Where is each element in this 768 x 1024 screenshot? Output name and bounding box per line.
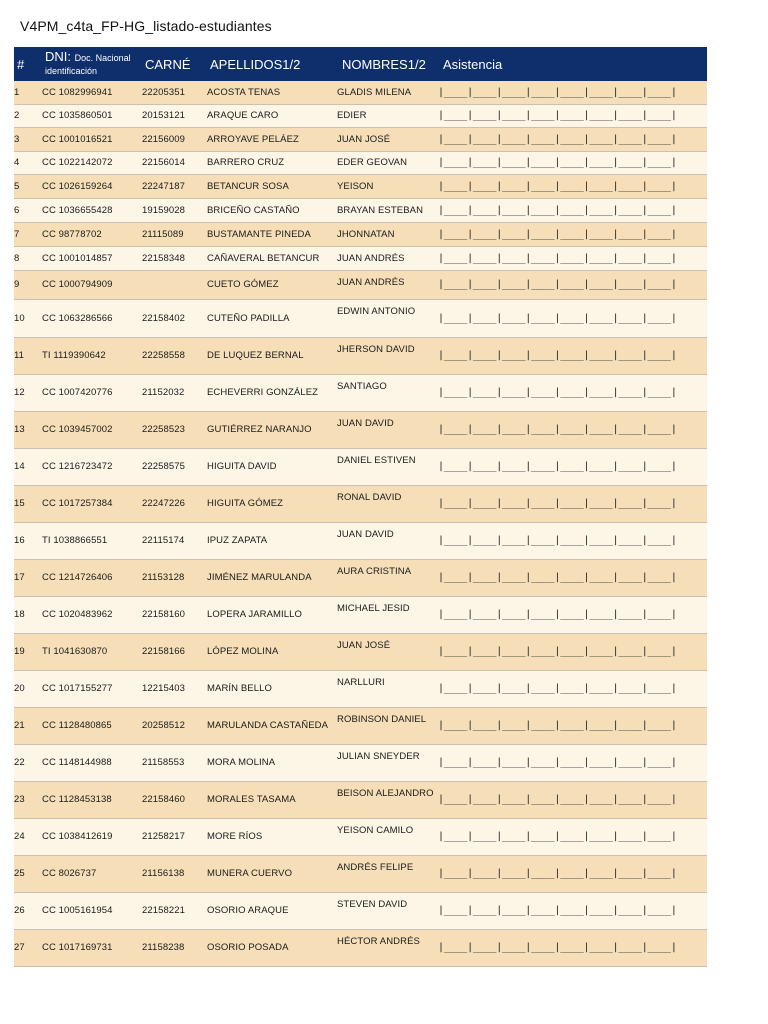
- attendance-line: |____|____|____|____|____|____|____|____|: [438, 683, 677, 694]
- row-attendance-boxes[interactable]: [438, 670, 707, 707]
- row-nombres: NARLLURI: [337, 670, 438, 707]
- row-apellidos: DE LUQUEZ BERNAL: [207, 337, 337, 374]
- row-dni: CC 1038412619: [42, 818, 142, 855]
- row-carne: 21156138: [142, 855, 207, 892]
- attendance-line: |____|____|____|____|____|____|____|____|: [438, 498, 677, 509]
- row-attendance-boxes[interactable]: [438, 198, 707, 222]
- attendance-line: |____|____|____|____|____|____|____|____|: [438, 831, 677, 842]
- row-dni: CC 1214726406: [42, 559, 142, 596]
- table-row: [14, 781, 707, 818]
- header-dni-sub2: identificación: [45, 66, 98, 76]
- row-dni: CC 1001016521: [42, 127, 142, 151]
- row-apellidos: MORALES TASAMA: [207, 781, 337, 818]
- row-attendance-boxes[interactable]: [438, 596, 707, 633]
- row-nombres: STEVEN DAVID: [337, 892, 438, 929]
- row-number: 25: [14, 855, 42, 892]
- row-attendance-boxes[interactable]: [438, 707, 707, 744]
- attendance-line: |____|____|____|____|____|____|____|____|: [438, 180, 677, 192]
- row-apellidos: ARAQUE CARO: [207, 104, 337, 127]
- row-carne: 20258512: [142, 707, 207, 744]
- row-attendance-boxes[interactable]: [438, 104, 707, 127]
- attendance-line: |____|____|____|____|____|____|____|____|: [438, 279, 677, 290]
- row-number: 17: [14, 559, 42, 596]
- row-dni: TI 1041630870: [42, 633, 142, 670]
- row-nombres: JHONNATAN: [337, 222, 438, 246]
- attendance-line: |____|____|____|____|____|____|____|____|: [438, 86, 677, 98]
- row-number: 20: [14, 670, 42, 707]
- row-apellidos: CUETO GÓMEZ: [207, 270, 337, 299]
- attendance-line: |____|____|____|____|____|____|____|____|: [438, 794, 677, 805]
- attendance-line: |____|____|____|____|____|____|____|____|: [438, 387, 677, 398]
- row-carne: 22158402: [142, 299, 207, 337]
- row-dni: CC 1036655428: [42, 198, 142, 222]
- row-nombres: EDIER: [337, 104, 438, 127]
- attendance-line: |____|____|____|____|____|____|____|____|: [438, 757, 677, 768]
- table-row: [14, 744, 707, 781]
- row-nombres: JUAN DAVID: [337, 522, 438, 559]
- row-dni: CC 1005161954: [42, 892, 142, 929]
- row-carne: 21115089: [142, 222, 207, 246]
- row-dni: CC 1017169731: [42, 929, 142, 966]
- row-carne: 22247226: [142, 485, 207, 522]
- row-number: 15: [14, 485, 42, 522]
- row-apellidos: MUNERA CUERVO: [207, 855, 337, 892]
- header-dni: [42, 47, 142, 81]
- row-carne: 22158460: [142, 781, 207, 818]
- row-attendance-boxes[interactable]: [438, 127, 707, 151]
- row-nombres: JUAN JOSÉ: [337, 127, 438, 151]
- attendance-line: |____|____|____|____|____|____|____|____|: [438, 312, 677, 324]
- row-dni: CC 1063286566: [42, 299, 142, 337]
- row-apellidos: BRICEÑO CASTAÑO: [207, 198, 337, 222]
- row-dni: CC 1128480865: [42, 707, 142, 744]
- table-row: [14, 522, 707, 559]
- row-nombres: JUAN ANDRÉS: [337, 270, 438, 299]
- attendance-line: |____|____|____|____|____|____|____|____|: [438, 350, 677, 361]
- header-num: #: [14, 47, 42, 81]
- attendance-line: |____|____|____|____|____|____|____|____|: [438, 133, 677, 145]
- row-number: 8: [14, 246, 42, 270]
- row-attendance-boxes[interactable]: [438, 744, 707, 781]
- row-number: 19: [14, 633, 42, 670]
- row-attendance-boxes[interactable]: [438, 522, 707, 559]
- row-nombres: BEISON ALEJANDRO: [337, 781, 438, 818]
- row-apellidos: GUTIÉRREZ NARANJO: [207, 411, 337, 448]
- row-number: 10: [14, 299, 42, 337]
- row-carne: 22158348: [142, 246, 207, 270]
- row-number: 12: [14, 374, 42, 411]
- row-dni: CC 1035860501: [42, 104, 142, 127]
- row-attendance-boxes[interactable]: [438, 781, 707, 818]
- table-row: [14, 299, 707, 337]
- row-dni: CC 1000794909: [42, 270, 142, 299]
- row-nombres: JULIAN SNEYDER: [337, 744, 438, 781]
- table-row: [14, 411, 707, 448]
- student-roster-table: [14, 47, 707, 967]
- row-dni: CC 1017257384: [42, 485, 142, 522]
- row-dni: CC 1128453138: [42, 781, 142, 818]
- attendance-line: |____|____|____|____|____|____|____|____|: [438, 942, 677, 953]
- row-attendance-boxes[interactable]: [438, 222, 707, 246]
- table-row: [14, 127, 707, 151]
- row-apellidos: OSORIO POSADA: [207, 929, 337, 966]
- attendance-line: |____|____|____|____|____|____|____|____|: [438, 424, 677, 435]
- row-nombres: MICHAEL JESID: [337, 596, 438, 633]
- row-attendance-boxes[interactable]: [438, 448, 707, 485]
- row-carne: 22158160: [142, 596, 207, 633]
- attendance-line: |____|____|____|____|____|____|____|____|: [438, 868, 677, 879]
- row-apellidos: OSORIO ARAQUE: [207, 892, 337, 929]
- row-carne: 21258217: [142, 818, 207, 855]
- row-number: 26: [14, 892, 42, 929]
- row-apellidos: BARRERO CRUZ: [207, 151, 337, 174]
- row-attendance-boxes[interactable]: [438, 892, 707, 929]
- row-dni: CC 1007420776: [42, 374, 142, 411]
- row-nombres: HÉCTOR ANDRÉS: [337, 929, 438, 966]
- header-nombres: NOMBRES1/2: [337, 47, 438, 81]
- row-apellidos: LÓPEZ MOLINA: [207, 633, 337, 670]
- table-row: [14, 633, 707, 670]
- table-row: [14, 929, 707, 966]
- row-carne: 21158553: [142, 744, 207, 781]
- table-row: [14, 174, 707, 198]
- row-carne: 22115174: [142, 522, 207, 559]
- row-nombres: ANDRÉS FELIPE: [337, 855, 438, 892]
- row-dni: CC 1001014857: [42, 246, 142, 270]
- header-dni-main: DNI:: [45, 49, 71, 64]
- row-attendance-boxes[interactable]: [438, 374, 707, 411]
- row-dni: CC 1082996941: [42, 81, 142, 104]
- row-attendance-boxes[interactable]: [438, 81, 707, 104]
- row-number: 2: [14, 104, 42, 127]
- row-dni: TI 1038866551: [42, 522, 142, 559]
- row-number: 16: [14, 522, 42, 559]
- row-attendance-boxes[interactable]: [438, 299, 707, 337]
- table-row: [14, 104, 707, 127]
- row-carne: [142, 270, 207, 299]
- row-apellidos: MORA MOLINA: [207, 744, 337, 781]
- table-row: [14, 818, 707, 855]
- row-carne: 20153121: [142, 104, 207, 127]
- table-row: [14, 707, 707, 744]
- attendance-line: |____|____|____|____|____|____|____|____|: [438, 461, 677, 472]
- row-apellidos: JIMÉNEZ MARULANDA: [207, 559, 337, 596]
- row-number: 13: [14, 411, 42, 448]
- row-apellidos: ECHEVERRI GONZÁLEZ: [207, 374, 337, 411]
- row-nombres: RONAL DAVID: [337, 485, 438, 522]
- table-row: [14, 892, 707, 929]
- attendance-line: |____|____|____|____|____|____|____|____|: [438, 646, 677, 657]
- document-title: V4PM_c4ta_FP-HG_listado-estudiantes: [20, 18, 272, 34]
- table-row: [14, 81, 707, 104]
- header-dni-sub1: Doc. Nacional: [74, 53, 131, 63]
- row-nombres: SANTIAGO: [337, 374, 438, 411]
- row-carne: 21153128: [142, 559, 207, 596]
- attendance-line: |____|____|____|____|____|____|____|____|: [438, 572, 677, 583]
- row-apellidos: MARÍN BELLO: [207, 670, 337, 707]
- row-number: 24: [14, 818, 42, 855]
- table-row: [14, 337, 707, 374]
- row-carne: 22258523: [142, 411, 207, 448]
- row-nombres: GLADIS MILENA: [337, 81, 438, 104]
- row-apellidos: IPUZ ZAPATA: [207, 522, 337, 559]
- row-apellidos: CAÑAVERAL BETANCUR: [207, 246, 337, 270]
- row-nombres: JUAN JOSÉ: [337, 633, 438, 670]
- row-carne: 22205351: [142, 81, 207, 104]
- table-row: [14, 270, 707, 299]
- row-carne: 22258558: [142, 337, 207, 374]
- row-nombres: ROBINSON DANIEL: [337, 707, 438, 744]
- row-nombres: EDWIN ANTONIO: [337, 299, 438, 337]
- row-apellidos: MARULANDA CASTAÑEDA: [207, 707, 337, 744]
- row-attendance-boxes[interactable]: [438, 818, 707, 855]
- row-carne: 22158166: [142, 633, 207, 670]
- table-row: [14, 670, 707, 707]
- row-number: 14: [14, 448, 42, 485]
- row-nombres: JHERSON DAVID: [337, 337, 438, 374]
- attendance-line: |____|____|____|____|____|____|____|____|: [438, 157, 677, 168]
- attendance-line: |____|____|____|____|____|____|____|____|: [438, 609, 677, 620]
- attendance-line: |____|____|____|____|____|____|____|____|: [438, 204, 677, 216]
- row-number: 22: [14, 744, 42, 781]
- row-apellidos: HIGUITA DAVID: [207, 448, 337, 485]
- table-row: [14, 198, 707, 222]
- row-nombres: JUAN DAVID: [337, 411, 438, 448]
- row-attendance-boxes[interactable]: [438, 337, 707, 374]
- row-number: 27: [14, 929, 42, 966]
- row-carne: 19159028: [142, 198, 207, 222]
- row-nombres: AURA CRISTINA: [337, 559, 438, 596]
- table-body: [14, 81, 707, 966]
- row-carne: 22156009: [142, 127, 207, 151]
- row-number: 9: [14, 270, 42, 299]
- attendance-line: |____|____|____|____|____|____|____|____|: [438, 252, 677, 264]
- row-attendance-boxes[interactable]: [438, 633, 707, 670]
- row-dni: CC 98778702: [42, 222, 142, 246]
- row-carne: 22158221: [142, 892, 207, 929]
- row-dni: CC 1020483962: [42, 596, 142, 633]
- table-row: [14, 559, 707, 596]
- table-row: [14, 374, 707, 411]
- attendance-line: |____|____|____|____|____|____|____|____|: [438, 905, 677, 916]
- row-dni: CC 8026737: [42, 855, 142, 892]
- row-nombres: BRAYAN ESTEBAN: [337, 198, 438, 222]
- row-number: 23: [14, 781, 42, 818]
- row-apellidos: ARROYAVE PELÁEZ: [207, 127, 337, 151]
- row-attendance-boxes[interactable]: [438, 174, 707, 198]
- row-apellidos: BUSTAMANTE PINEDA: [207, 222, 337, 246]
- row-carne: 21152032: [142, 374, 207, 411]
- row-attendance-boxes[interactable]: [438, 151, 707, 174]
- table-row: [14, 596, 707, 633]
- row-apellidos: BETANCUR SOSA: [207, 174, 337, 198]
- row-attendance-boxes[interactable]: [438, 246, 707, 270]
- row-dni: CC 1017155277: [42, 670, 142, 707]
- attendance-line: |____|____|____|____|____|____|____|____|: [438, 110, 677, 121]
- row-dni: CC 1026159264: [42, 174, 142, 198]
- table-row: [14, 246, 707, 270]
- row-apellidos: ACOSTA TENAS: [207, 81, 337, 104]
- row-nombres: DANIEL ESTIVEN: [337, 448, 438, 485]
- attendance-line: |____|____|____|____|____|____|____|____|: [438, 535, 677, 546]
- row-dni: CC 1039457002: [42, 411, 142, 448]
- table-row: [14, 222, 707, 246]
- row-apellidos: HIGUITA GÓMEZ: [207, 485, 337, 522]
- header-apellidos: APELLIDOS1/2: [207, 47, 337, 81]
- row-apellidos: CUTEÑO PADILLA: [207, 299, 337, 337]
- row-number: 6: [14, 198, 42, 222]
- row-number: 11: [14, 337, 42, 374]
- row-attendance-boxes[interactable]: [438, 855, 707, 892]
- row-carne: 22156014: [142, 151, 207, 174]
- attendance-line: |____|____|____|____|____|____|____|____|: [438, 720, 677, 731]
- row-dni: CC 1148144988: [42, 744, 142, 781]
- attendance-line: |____|____|____|____|____|____|____|____|: [438, 228, 677, 240]
- header-carne: CARNÉ: [142, 47, 207, 81]
- row-attendance-boxes[interactable]: [438, 270, 707, 299]
- row-number: 5: [14, 174, 42, 198]
- row-carne: 12215403: [142, 670, 207, 707]
- table-header-row: [14, 47, 707, 81]
- row-attendance-boxes[interactable]: [438, 485, 707, 522]
- row-apellidos: LOPERA JARAMILLO: [207, 596, 337, 633]
- row-carne: 22247187: [142, 174, 207, 198]
- header-asistencia: Asistencia: [438, 47, 707, 81]
- row-carne: 22258575: [142, 448, 207, 485]
- row-nombres: YEISON: [337, 174, 438, 198]
- row-number: 21: [14, 707, 42, 744]
- row-nombres: YEISON CAMILO: [337, 818, 438, 855]
- row-carne: 21158238: [142, 929, 207, 966]
- row-number: 4: [14, 151, 42, 174]
- table-row: [14, 485, 707, 522]
- row-attendance-boxes[interactable]: [438, 411, 707, 448]
- row-attendance-boxes[interactable]: [438, 559, 707, 596]
- row-dni: TI 1119390642: [42, 337, 142, 374]
- row-apellidos: MORE RÍOS: [207, 818, 337, 855]
- row-dni: CC 1216723472: [42, 448, 142, 485]
- table-row: [14, 855, 707, 892]
- row-nombres: EDER GEOVAN: [337, 151, 438, 174]
- table-row: [14, 448, 707, 485]
- row-number: 18: [14, 596, 42, 633]
- table-row: [14, 151, 707, 174]
- row-attendance-boxes[interactable]: [438, 929, 707, 966]
- row-number: 1: [14, 81, 42, 104]
- row-number: 3: [14, 127, 42, 151]
- row-dni: CC 1022142072: [42, 151, 142, 174]
- row-number: 7: [14, 222, 42, 246]
- row-nombres: JUAN ANDRÉS: [337, 246, 438, 270]
